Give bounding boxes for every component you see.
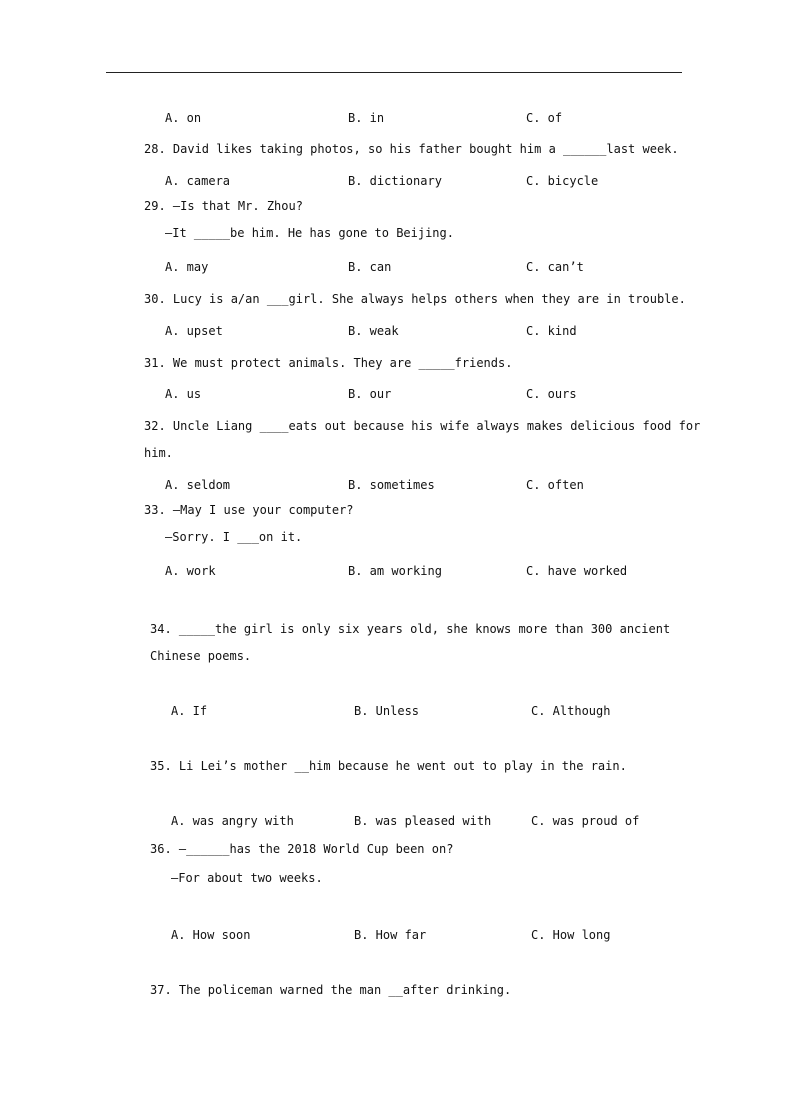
q32-option-c: C. often: [526, 478, 584, 492]
q27-option-c: C. of: [526, 111, 563, 125]
q33-stem-line-1: 33. —May I use your computer?: [144, 503, 354, 517]
q32-option-b: B. sometimes: [348, 478, 435, 492]
q32-option-a: A. seldom: [165, 478, 231, 492]
q36-stem-line-2: —For about two weeks.: [171, 871, 323, 885]
q30-option-b: B. weak: [348, 324, 399, 338]
q29-option-a: A. may: [165, 260, 209, 274]
q34-option-c: C. Although: [531, 704, 611, 718]
q36-option-b: B. How far: [354, 928, 427, 942]
q34-stem-line-1: 34. _____the girl is only six years old, she knows more than 300 ancient: [150, 622, 671, 636]
q27-option-b: B. in: [348, 111, 385, 125]
q27-option-a: A. on: [165, 111, 202, 125]
q30-option-c: C. kind: [526, 324, 577, 338]
q32-stem-line-1: 32. Uncle Liang ____eats out because his wife always makes delicious food for: [144, 419, 701, 433]
q33-option-a: A. work: [165, 564, 216, 578]
q30-stem: 30. Lucy is a/an ___girl. She always helps others when they are in trouble.: [144, 292, 686, 306]
q33-option-b: B. am working: [348, 564, 442, 578]
q34-stem-line-2: Chinese poems.: [150, 649, 252, 663]
q30-option-a: A. upset: [165, 324, 223, 338]
q29-stem-line-2: —It _____be him. He has gone to Beijing.: [165, 226, 454, 240]
q35-option-a: A. was angry with: [171, 814, 294, 828]
q35-stem: 35. Li Lei’s mother __him because he went out to play in the rain.: [150, 759, 627, 773]
q33-stem-line-2: —Sorry. I ___on it.: [165, 530, 303, 544]
q28-option-b: B. dictionary: [348, 174, 442, 188]
q31-option-c: C. ours: [526, 387, 577, 401]
q29-option-b: B. can: [348, 260, 392, 274]
q34-option-a: A. If: [171, 704, 208, 718]
q29-option-c: C. can’t: [526, 260, 584, 274]
q31-stem: 31. We must protect animals. They are _____friends.: [144, 356, 513, 370]
q29-stem-line-1: 29. —Is that Mr. Zhou?: [144, 199, 303, 213]
q37-stem: 37. The policeman warned the man __after drinking.: [150, 983, 512, 997]
q36-option-c: C. How long: [531, 928, 611, 942]
q28-stem: 28. David likes taking photos, so his father bought him a ______last week.: [144, 142, 679, 156]
q36-option-a: A. How soon: [171, 928, 251, 942]
q31-option-a: A. us: [165, 387, 202, 401]
q35-option-c: C. was proud of: [531, 814, 640, 828]
q28-option-a: A. camera: [165, 174, 231, 188]
q36-stem-line-1: 36. —______has the 2018 World Cup been on?: [150, 842, 454, 856]
q28-option-c: C. bicycle: [526, 174, 599, 188]
header-rule: [106, 72, 682, 73]
q31-option-b: B. our: [348, 387, 392, 401]
q33-option-c: C. have worked: [526, 564, 628, 578]
q32-stem-line-2: him.: [144, 446, 173, 460]
q35-option-b: B. was pleased with: [354, 814, 492, 828]
q34-option-b: B. Unless: [354, 704, 420, 718]
